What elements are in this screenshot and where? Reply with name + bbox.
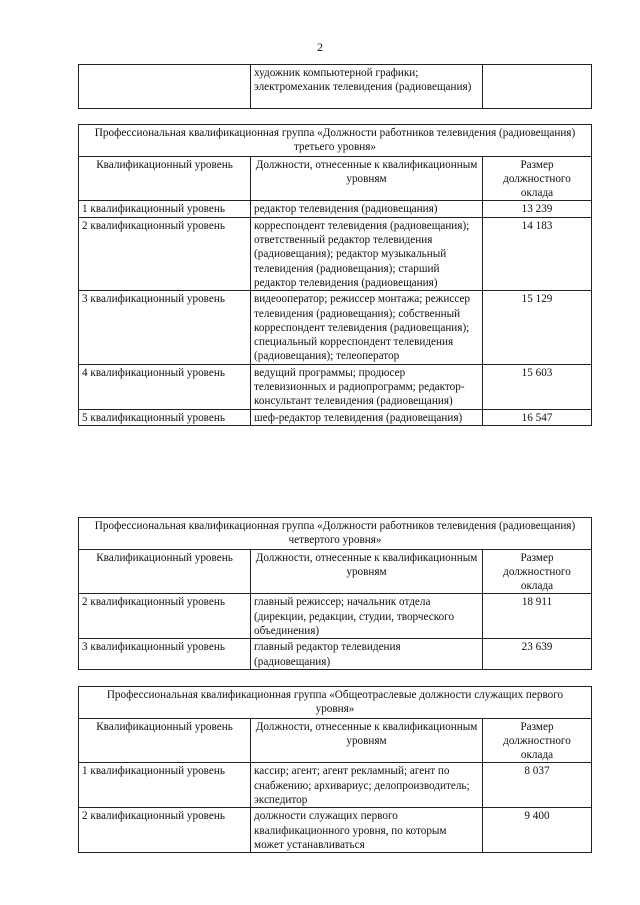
header-salary: Размер должностного оклада xyxy=(483,718,592,763)
level-cell: 2 квалификационный уровень xyxy=(79,808,251,853)
group-table-2 xyxy=(78,517,592,670)
header-row xyxy=(79,156,592,201)
header-salary: Размер должностного оклада xyxy=(483,156,592,201)
positions-cell: кассир; агент; агент рекламный; агент по снабжению; архивариус; делопроизводитель; экспедитор xyxy=(251,763,483,808)
salary-cell: 13 239 xyxy=(483,201,592,217)
header-salary: Размер должностного оклада xyxy=(483,549,592,594)
salary-cell: 14 183 xyxy=(483,217,592,290)
header-level: Квалификационный уровень xyxy=(79,718,251,763)
table-row xyxy=(79,639,592,670)
level-cell: 1 квалификационный уровень xyxy=(79,763,251,808)
table-row xyxy=(79,409,592,425)
level-cell: 2 квалификационный уровень xyxy=(79,594,251,639)
salary-cell: 18 911 xyxy=(483,594,592,639)
level-cell: 5 квалификационный уровень xyxy=(79,409,251,425)
positions-cell: главный редактор телевидения (радиовещания) xyxy=(251,639,483,670)
positions-cell: корреспондент телевидения (радиовещания); ответственный редактор телевидения (радиовещания); редактор музыкальный телевидения (радиовещания); старший редактор телевидения (радиовещания) xyxy=(251,217,483,290)
table-row xyxy=(79,763,592,808)
header-positions: Должности, отнесенные к квалификационным уровням xyxy=(251,718,483,763)
positions-cell: видеооператор; режиссер монтажа; режиссер телевидения (радиовещания); собственный корреспондент телевидения (радиовещания); специальный корреспондент телевидения (радиовещания); телеоператор xyxy=(251,291,483,364)
salary-cell: 15 129 xyxy=(483,291,592,364)
header-row xyxy=(79,718,592,763)
level-cell: 3 квалификационный уровень xyxy=(79,291,251,364)
table-row xyxy=(79,364,592,409)
group-title-row xyxy=(79,687,592,719)
header-positions: Должности, отнесенные к квалификационным уровням xyxy=(251,156,483,201)
salary-cell: 23 639 xyxy=(483,639,592,670)
group-table-3 xyxy=(78,686,592,853)
group-title: Профессиональная квалификационная группа «Общеотраслевые должности служащих первого уровня» xyxy=(79,687,592,719)
positions-cell: шеф-редактор телевидения (радиовещания) xyxy=(251,409,483,425)
salary-cell: 9 400 xyxy=(483,808,592,853)
table-row xyxy=(79,594,592,639)
group-table-1 xyxy=(78,124,592,426)
group-title-row xyxy=(79,518,592,550)
level-cell: 4 квалификационный уровень xyxy=(79,364,251,409)
positions-cell: главный режиссер; начальник отдела (дирекции, редакции, студии, творческого объединения) xyxy=(251,594,483,639)
positions-cell: должности служащих первого квалификационного уровня, по которым может устанавливаться xyxy=(251,808,483,853)
table-row xyxy=(79,808,592,853)
level-cell: 2 квалификационный уровень xyxy=(79,217,251,290)
salary-cell xyxy=(483,65,592,109)
table-row xyxy=(79,217,592,290)
header-level: Квалификационный уровень xyxy=(79,549,251,594)
header-positions: Должности, отнесенные к квалификационным уровням xyxy=(251,549,483,594)
continuation-table xyxy=(78,64,592,109)
page-number: 2 xyxy=(317,40,323,54)
group-title-row xyxy=(79,125,592,157)
positions-cell: художник компьютерной графики; электромеханик телевидения (радиовещания) xyxy=(251,65,483,109)
salary-cell: 15 603 xyxy=(483,364,592,409)
table-row xyxy=(79,291,592,364)
level-cell xyxy=(79,65,251,109)
level-cell: 3 квалификационный уровень xyxy=(79,639,251,670)
table-row xyxy=(79,65,592,109)
salary-cell: 8 037 xyxy=(483,763,592,808)
header-level: Квалификационный уровень xyxy=(79,156,251,201)
positions-cell: ведущий программы; продюсер телевизионных и радиопрограмм; редактор-консультант телевидения (радиовещания) xyxy=(251,364,483,409)
header-row xyxy=(79,549,592,594)
group-title: Профессиональная квалификационная группа «Должности работников телевидения (радиовещания) третьего уровня» xyxy=(79,125,592,157)
level-cell: 1 квалификационный уровень xyxy=(79,201,251,217)
positions-cell: редактор телевидения (радиовещания) xyxy=(251,201,483,217)
table-row xyxy=(79,201,592,217)
salary-cell: 16 547 xyxy=(483,409,592,425)
group-title: Профессиональная квалификационная группа «Должности работников телевидения (радиовещания) четвертого уровня» xyxy=(79,518,592,550)
